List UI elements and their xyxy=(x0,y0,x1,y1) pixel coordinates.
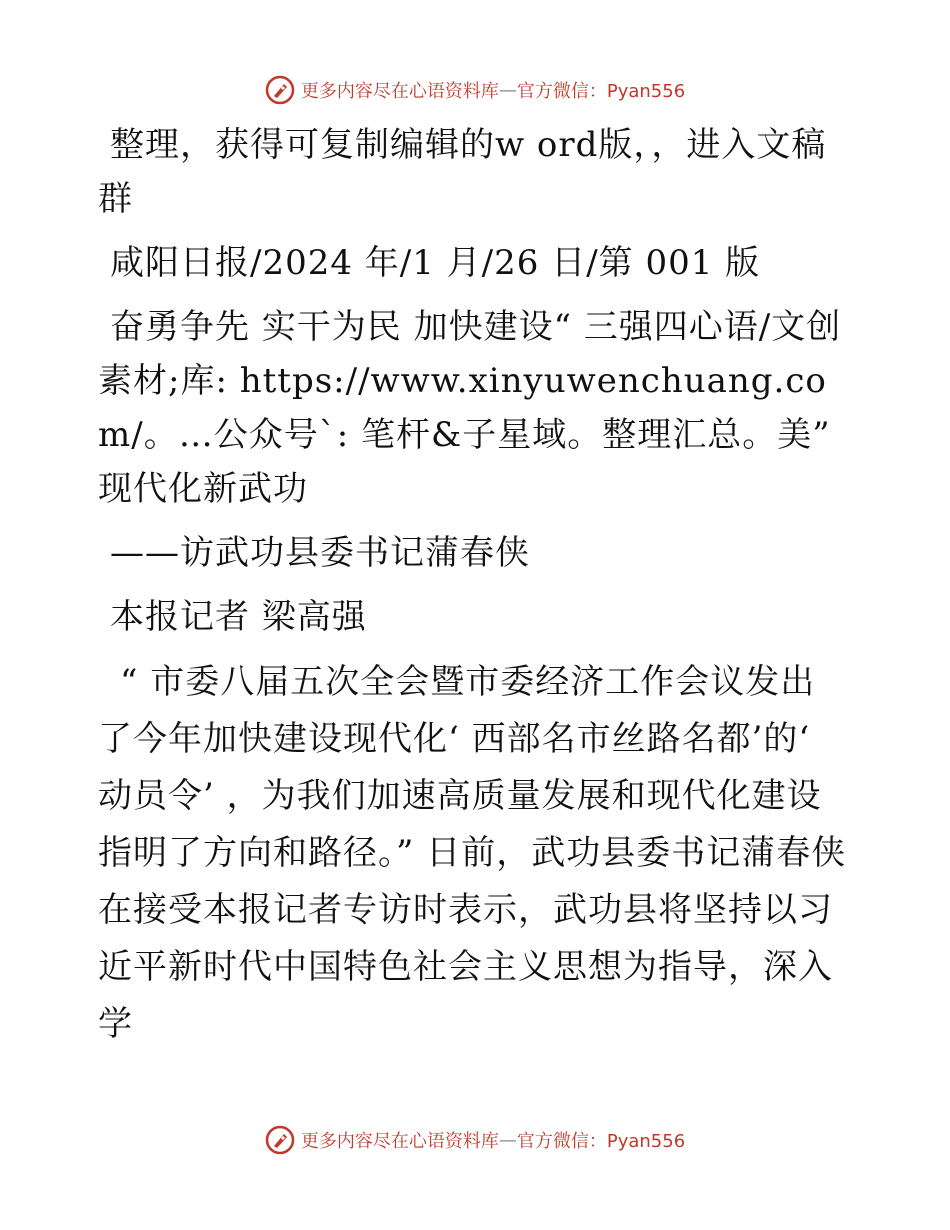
watermark-site-text: 更多内容尽在心语资料库 xyxy=(300,1131,499,1152)
watermark-wechat-text: 官方微信：Pyan556 xyxy=(516,81,686,102)
watermark-wechat-text: 官方微信：Pyan556 xyxy=(516,1131,686,1152)
pen-nib-logo-icon xyxy=(265,1125,295,1155)
watermark-site-text: 更多内容尽在心语资料库 xyxy=(300,81,499,102)
intro-paragraph: 整理，获得可复制编辑的w ord版，，进入文稿群 xyxy=(98,125,827,219)
pen-nib-logo-icon xyxy=(265,75,295,105)
byline: 本报记者 梁高强 xyxy=(110,597,367,637)
watermark-separator: — xyxy=(498,1129,517,1151)
document-body xyxy=(98,118,850,1063)
headline: 奋勇争先 实干为民 加快建设“ 三强四心语/文创素材;库: https://www.xinyuwenchuang.com/。…公众号`: 笔杆&子星域。整理汇总。美” 现代化新武功 xyxy=(98,307,842,509)
subtitle: ——访武功县委书记蒲春侠 xyxy=(110,533,530,573)
dateline: 咸阳日报/2024 年/1 月/26 日/第 001 版 xyxy=(110,243,761,283)
watermark-header xyxy=(0,72,950,108)
body-paragraph: “ 市委八届五次全会暨市委经济工作会议发出了今年加快建设现代化‘ 西部名市丝路名都’的‘ 动员令’ ，为我们加速高质量发展和现代化建设指明了方向和路径。” 日前，武功县委书记蒲春侠在接受本报记者专访时表示，武功县将坚持以习近平新时代中国特色社会主义思想为指导，深入学 xyxy=(98,662,847,1044)
watermark-footer xyxy=(0,1122,950,1158)
watermark-separator: — xyxy=(498,79,517,101)
